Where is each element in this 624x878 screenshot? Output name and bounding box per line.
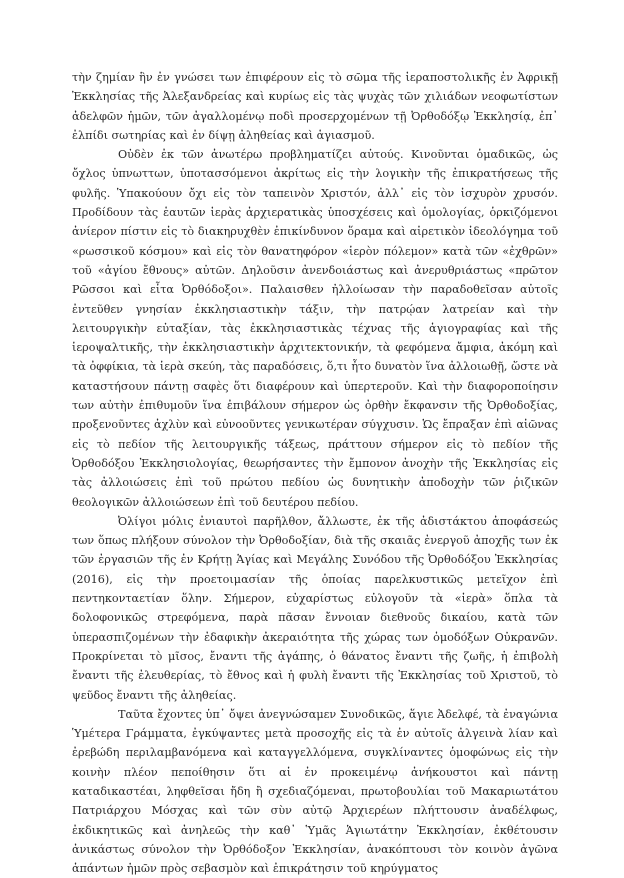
paragraph-3: Ὀλίγοι μόλις ἐνιαυτοὶ παρῆλθον, ἄλλωστε, ἐκ τῆς ἀδιστάκτου ἀποφάσεώς των ὅπως πλήξουν σύνολον τὴν Ὀρθοδοξίαν, διὰ τῆς σκαιᾶς ἐνεργοῦ ἀποχῆς των ἐκ τῶν ἐργασιῶν τῆς ἐν Κρήτῃ Ἁγίας καὶ Μεγάλης Συνόδου τῆς Ὀρθοδόξου Ἐκκλησίας (2016), εἰς τὴν προετοιμασίαν τῆς ὁποίας παρελκυστικῶς μετεῖχον ἐπὶ πεντηκονταετίαν ὅλην. Σήμερον, εὐχαρίστως εὐλογοῦν τὰ «ἱερὰ» ὅπλα τὰ δολοφονικῶς στρεφόμενα, παρὰ πᾶσαν ἔννοιαν διεθνοῦς δικαίου, κατὰ τῶν ὑπερασπιζομένων τὴν ἐδαφικὴν ἀκεραιότητα τῆς χώρας των ὁμοδόξων Οὐκρανῶν. Προκρίνεται τὸ μῖσος, ἔναντι τῆς ἀγάπης, ὁ θάνατος ἔναντι τῆς ζωῆς, ἡ ἐπιβολὴ ἔναντι τῆς ἐλευθερίας, τὸ ἔθνος καὶ ἡ φυλὴ ἔναντι τῆς Ἐκκλησίας τοῦ Χριστοῦ, τὸ ψεῦδος ἔναντι τῆς ἀληθείας. [72,514,558,702]
document-body [72,68,558,878]
paragraph-4: Ταῦτα ἔχοντες ὑπ᾽ ὄψει ἀνεγνώσαμεν Συνοδικῶς, ἅγιε Ἀδελφέ, τὰ ἐναγώνια Ὑμέτερα Γράμματα, ἐγκύψαντες μετὰ προσοχῆς εἰς τὰ ἐν αὐτοῖς ἀλγεινὰ λίαν καὶ ἐρεβώδη περιλαμβανόμενα καὶ καταγγελλόμενα, συγκλίναντες ὁμοφώνως εἰς τὴν κοινὴν πλέον πεποίθησιν ὅτι αἱ ἐν προκειμένῳ ἀνήκουστοι καὶ πάντῃ καταδικαστέαι, ληφθεῖσαι ἤδη ἢ σχεδιαζόμεναι, πρωτοβουλίαι τοῦ Μακαριωτάτου Πατριάρχου Μόσχας καὶ τῶν σὺν αὐτῷ Ἀρχιερέων πλήττουσιν ἀναδέλφως, ἐκδικητικῶς καὶ ἀνηλεῶς τὴν καθ᾽ Ὑμᾶς Ἁγιωτάτην Ἐκκλησίαν, ἐκθέτουσιν ἀνικάστως σύνολον τὴν Ὀρθόδοξον Ἐκκλησίαν, ἀνακόπτουσι τὸν κοινὸν ἀγῶνα ἁπάντων ἡμῶν πρὸς σεβασμὸν καὶ ἐπικράτησιν τοῦ κηρύγματος [72,707,558,876]
paragraph-1: τὴν ζημίαν ἣν ἐν γνώσει των ἐπιφέρουν εἰς τὸ σῶμα τῆς ἱεραποστολικῆς ἐν Ἀφρικῇ Ἐκκλησίας τῆς Ἀλεξανδρείας καὶ κυρίως εἰς τὰς ψυχὰς τῶν χιλιάδων νεοφωτίστων ἀδελφῶν ἡμῶν, τῶν ἀγαλλομένῳ ποδὶ προσερχομένων τῇ Ὀρθοδόξῳ Ἐκκλησίᾳ, ἐπ᾽ ἐλπίδι σωτηρίας καὶ ἐν δίψῃ ἀληθείας καὶ ἁγιασμοῦ. [72,71,558,142]
paragraph-2: Οὐδὲν ἐκ τῶν ἀνωτέρω προβληματίζει αὐτούς. Κινοῦνται ὁμαδικῶς, ὡς ὄχλος ὑπνωττων, ὑποτασσόμενοι ἀκρίτως εἰς τὴν λογικὴν τῆς ἐπικρατήσεως τῆς φυλῆς. Ὑπακούουν ὄχι εἰς τὸν ταπεινὸν Χριστόν, ἀλλ᾽ εἰς τὸν ἰσχυρὸν χρυσόν. Προδίδουν τὰς ἑαυτῶν ἱερὰς ἀρχιερατικὰς ὑποσχέσεις καὶ ὁμολογίας, ὁρκιζόμενοι ἀνίερον πίστιν εἰς τὸ διακηρυχθὲν ἐπικίνδυνον ὅραμα καὶ αἱρετικὸν ἰδεολόγημα τοῦ «ρωσσικοῦ κόσμου» καὶ εἰς τὸν θανατηφόρον «ἱερὸν πόλεμον» κατὰ τῶν «ἐχθρῶν» τοῦ «ἁγίου ἔθνους» αὐτῶν. Δηλοῦσιν ἀνενδοιάστως καὶ ἀνερυθριάστως «πρῶτον Ρῶσσοι καὶ εἶτα Ὀρθόδοξοι». Παλαισθεν ἠλλοίωσαν τὴν παραδοθεῖσαν αὐτοῖς ἐντεῦθεν γνησίαν ἐκκλησιαστικὴν τάξιν, τὴν πατρῴαν λατρείαν καὶ τὴν λειτουργικὴν εὐταξίαν, τὰς ἐκκλησιαστικὰς τέχνας τῆς ἁγιογραφίας καὶ τῆς ἱεροψαλτικῆς, τὴν ἐκκλησιαστικὴν ἀρχιτεκτονικήν, τὰ φεφόμενα ἄμφια, ἀκόμη καὶ τὰ ὀφφίκια, τὰ ἱερὰ σκεύη, τὰς παραδόσεις, ὅ,τι ἦτο δυνατὸν ἵνα ἀλλοιωθῇ, ὥστε νὰ καταστήσουν πάντῃ σαφὲς ὅτι διαφέρουν καὶ ὑπερτεροῦν. Καὶ τὴν διαφοροποίησιν των αὐτὴν ἐπιθυμοῦν ἵνα ἐπιβάλουν σήμερον ὡς ὀρθὴν ἔκφανσιν τῆς Ὀρθοδοξίας, προξενοῦντες ἀχλὺν καὶ εὐνοοῦντες γενικωτέραν σύγχυσιν. Ὡς ἔπραξαν ἐπὶ αἰῶνας εἰς τὸ πεδίον τῆς λειτουργικῆς τάξεως, πράττουν σήμερον εἰς τὸ πεδίον τῆς Ὀρθοδόξου Ἐκκλησιολογίας, θεωρήσαντες τὴν ἔμπονον ἀνοχὴν τῆς Ἐκκλησίας εἰς τὰς ἀλλοιώσεις ἐπὶ τοῦ πρώτου πεδίου ὡς δυνητικὴν ἀποδοχὴν τῶν ῥιζικῶν θεολογικῶν ἀλλοιώσεων ἐπὶ τοῦ δευτέρου πεδίου. [72,148,558,509]
